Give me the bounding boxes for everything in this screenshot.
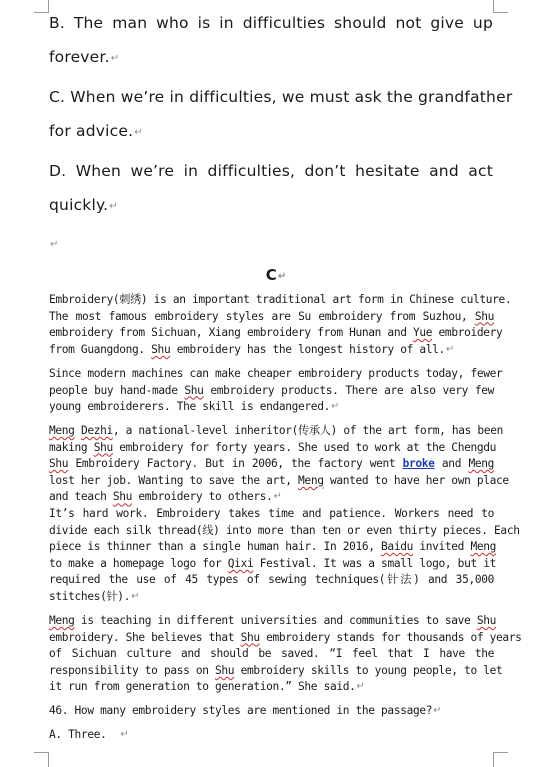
passage-line: young embroiderers. The skill is endangered.↵	[49, 400, 339, 414]
spellcheck-flagged-word: Meng	[49, 614, 75, 627]
passage-line: stitches(针).↵	[49, 589, 140, 603]
passage-line: Meng Dezhi, a national-level inheritor(传承人) of the art form, has been	[49, 424, 503, 437]
page-corner-mark	[493, 0, 508, 13]
spellcheck-flagged-word: Baidu	[381, 540, 413, 554]
passage-line: making Shu embroidery for forty years. She used to work at the Chengdu	[49, 440, 497, 454]
hyperlink-word[interactable]: broke	[402, 457, 435, 471]
option-line: forever.↵	[49, 48, 120, 66]
passage-line: Shu Embroidery Factory. But in 2006, the factory went broke and Meng	[49, 457, 494, 471]
spellcheck-flagged-word: Shu	[93, 440, 113, 454]
paragraph-mark: ↵	[445, 343, 454, 355]
passage-line: The most famous embroidery styles are Su embroidery from Suzhou, Shu	[49, 309, 494, 323]
passage-paragraph-3	[49, 423, 509, 506]
passage-paragraph-1	[49, 292, 512, 358]
spellcheck-flagged-word: Shu	[184, 383, 204, 397]
passage-paragraph-5	[49, 613, 522, 696]
spellcheck-flagged-word: Dezhi	[80, 424, 113, 437]
passage-paragraph-2	[49, 366, 503, 416]
option-line: B. The man who is in difficulties should not give up	[49, 14, 493, 32]
option-line: for advice.↵	[49, 122, 143, 140]
spellcheck-flagged-word: Shu	[49, 457, 69, 471]
passage-line: responsibility to pass on Shu embroidery skills to young people, to let	[49, 663, 503, 677]
paragraph-mark: ↵	[131, 590, 140, 602]
passage-line: It’s hard work. Embroidery takes time and patience. Workers need to	[49, 507, 494, 520]
passage-line: embroidery from Sichuan, Xiang embroidery from Hunan and Yue embroidery	[49, 326, 503, 340]
paragraph-mark: ↵	[277, 271, 287, 282]
spellcheck-flagged-word: Meng	[49, 424, 75, 437]
section-heading	[0, 266, 552, 284]
spellcheck-flagged-word: Shu	[151, 342, 171, 356]
option-a-text: A. Three. ↵	[49, 728, 129, 741]
option-line: C. When we’re in difficulties, we must ask the grandfather	[49, 88, 513, 106]
passage-line: Embroidery(刺绣) is an important traditional art form in Chinese culture.	[49, 293, 512, 306]
option-line: D. When we’re in difficulties, don’t hesitate and act	[49, 162, 493, 180]
question-46	[49, 703, 494, 720]
passage-line: and teach Shu embroidery to others.↵	[49, 490, 282, 504]
passage-line: piece is thinner than a single human hair. In 2016, Baidu invited Meng	[49, 540, 497, 554]
paragraph-mark: ↵	[330, 401, 339, 413]
answer-option	[49, 6, 493, 76]
page-corner-mark	[34, 752, 49, 767]
spellcheck-flagged-word: Meng	[470, 540, 497, 554]
passage-line: from Guangdong. Shu embroidery has the longest history of all.↵	[49, 342, 454, 356]
spellcheck-flagged-word: Meng	[298, 473, 324, 487]
passage-line: lost her job. Wanting to save the art, Meng wanted to have her own place	[49, 473, 509, 487]
passage-paragraph-4	[49, 506, 520, 606]
section-heading-text: C	[265, 266, 277, 284]
answer-option	[49, 154, 493, 224]
spellcheck-flagged-word: Qixi	[227, 556, 254, 570]
passage-line: Since modern machines can make cheaper embroidery products today, fewer	[49, 367, 503, 380]
passage-line: embroidery. She believes that Shu embroidery stands for thousands of years	[49, 630, 522, 644]
spellcheck-flagged-word: Shu	[474, 309, 494, 323]
passage-line: of Sichuan culture and should be saved. “I feel that I have the	[49, 647, 494, 661]
passage-line: divide each silk thread(线) into more than ten or even thirty pieces. Each	[49, 523, 520, 537]
paragraph-mark: ↵	[134, 127, 143, 138]
option-line: quickly.↵	[49, 196, 118, 214]
spellcheck-flagged-word: Shu	[215, 663, 235, 677]
paragraph-mark: ↵	[356, 681, 365, 693]
question-text: 46. How many embroidery styles are mentioned in the passage?↵	[49, 704, 442, 717]
page-corner-mark	[34, 0, 49, 13]
passage-line: required the use of 45 types of sewing techniques(针法) and 35,000	[49, 573, 494, 587]
spellcheck-flagged-word: Shu	[240, 630, 260, 644]
paragraph-mark: ↵	[109, 201, 118, 212]
paragraph-mark: ↵	[273, 491, 282, 503]
spellcheck-flagged-word: Shu	[476, 614, 497, 627]
empty-paragraph	[49, 226, 493, 262]
spellcheck-flagged-word: Meng	[468, 457, 494, 471]
page-corner-mark	[493, 752, 508, 767]
paragraph-mark: ↵	[110, 53, 120, 64]
passage-line: Meng is teaching in different universities and communities to save Shu	[49, 614, 497, 627]
passage-line: it run from generation to generation.” She said.↵	[49, 680, 365, 694]
paragraph-mark: ↵	[50, 239, 59, 250]
spellcheck-flagged-word: Yue	[412, 326, 433, 340]
answer-option	[49, 80, 513, 150]
spellcheck-flagged-word: Shu	[112, 490, 133, 504]
passage-line: people buy hand-made Shu embroidery products. There are also very few	[49, 383, 494, 397]
passage-line: to make a homepage logo for Qixi Festival. It was a small logo, but it	[49, 556, 496, 570]
question-46-option-a	[49, 727, 494, 744]
